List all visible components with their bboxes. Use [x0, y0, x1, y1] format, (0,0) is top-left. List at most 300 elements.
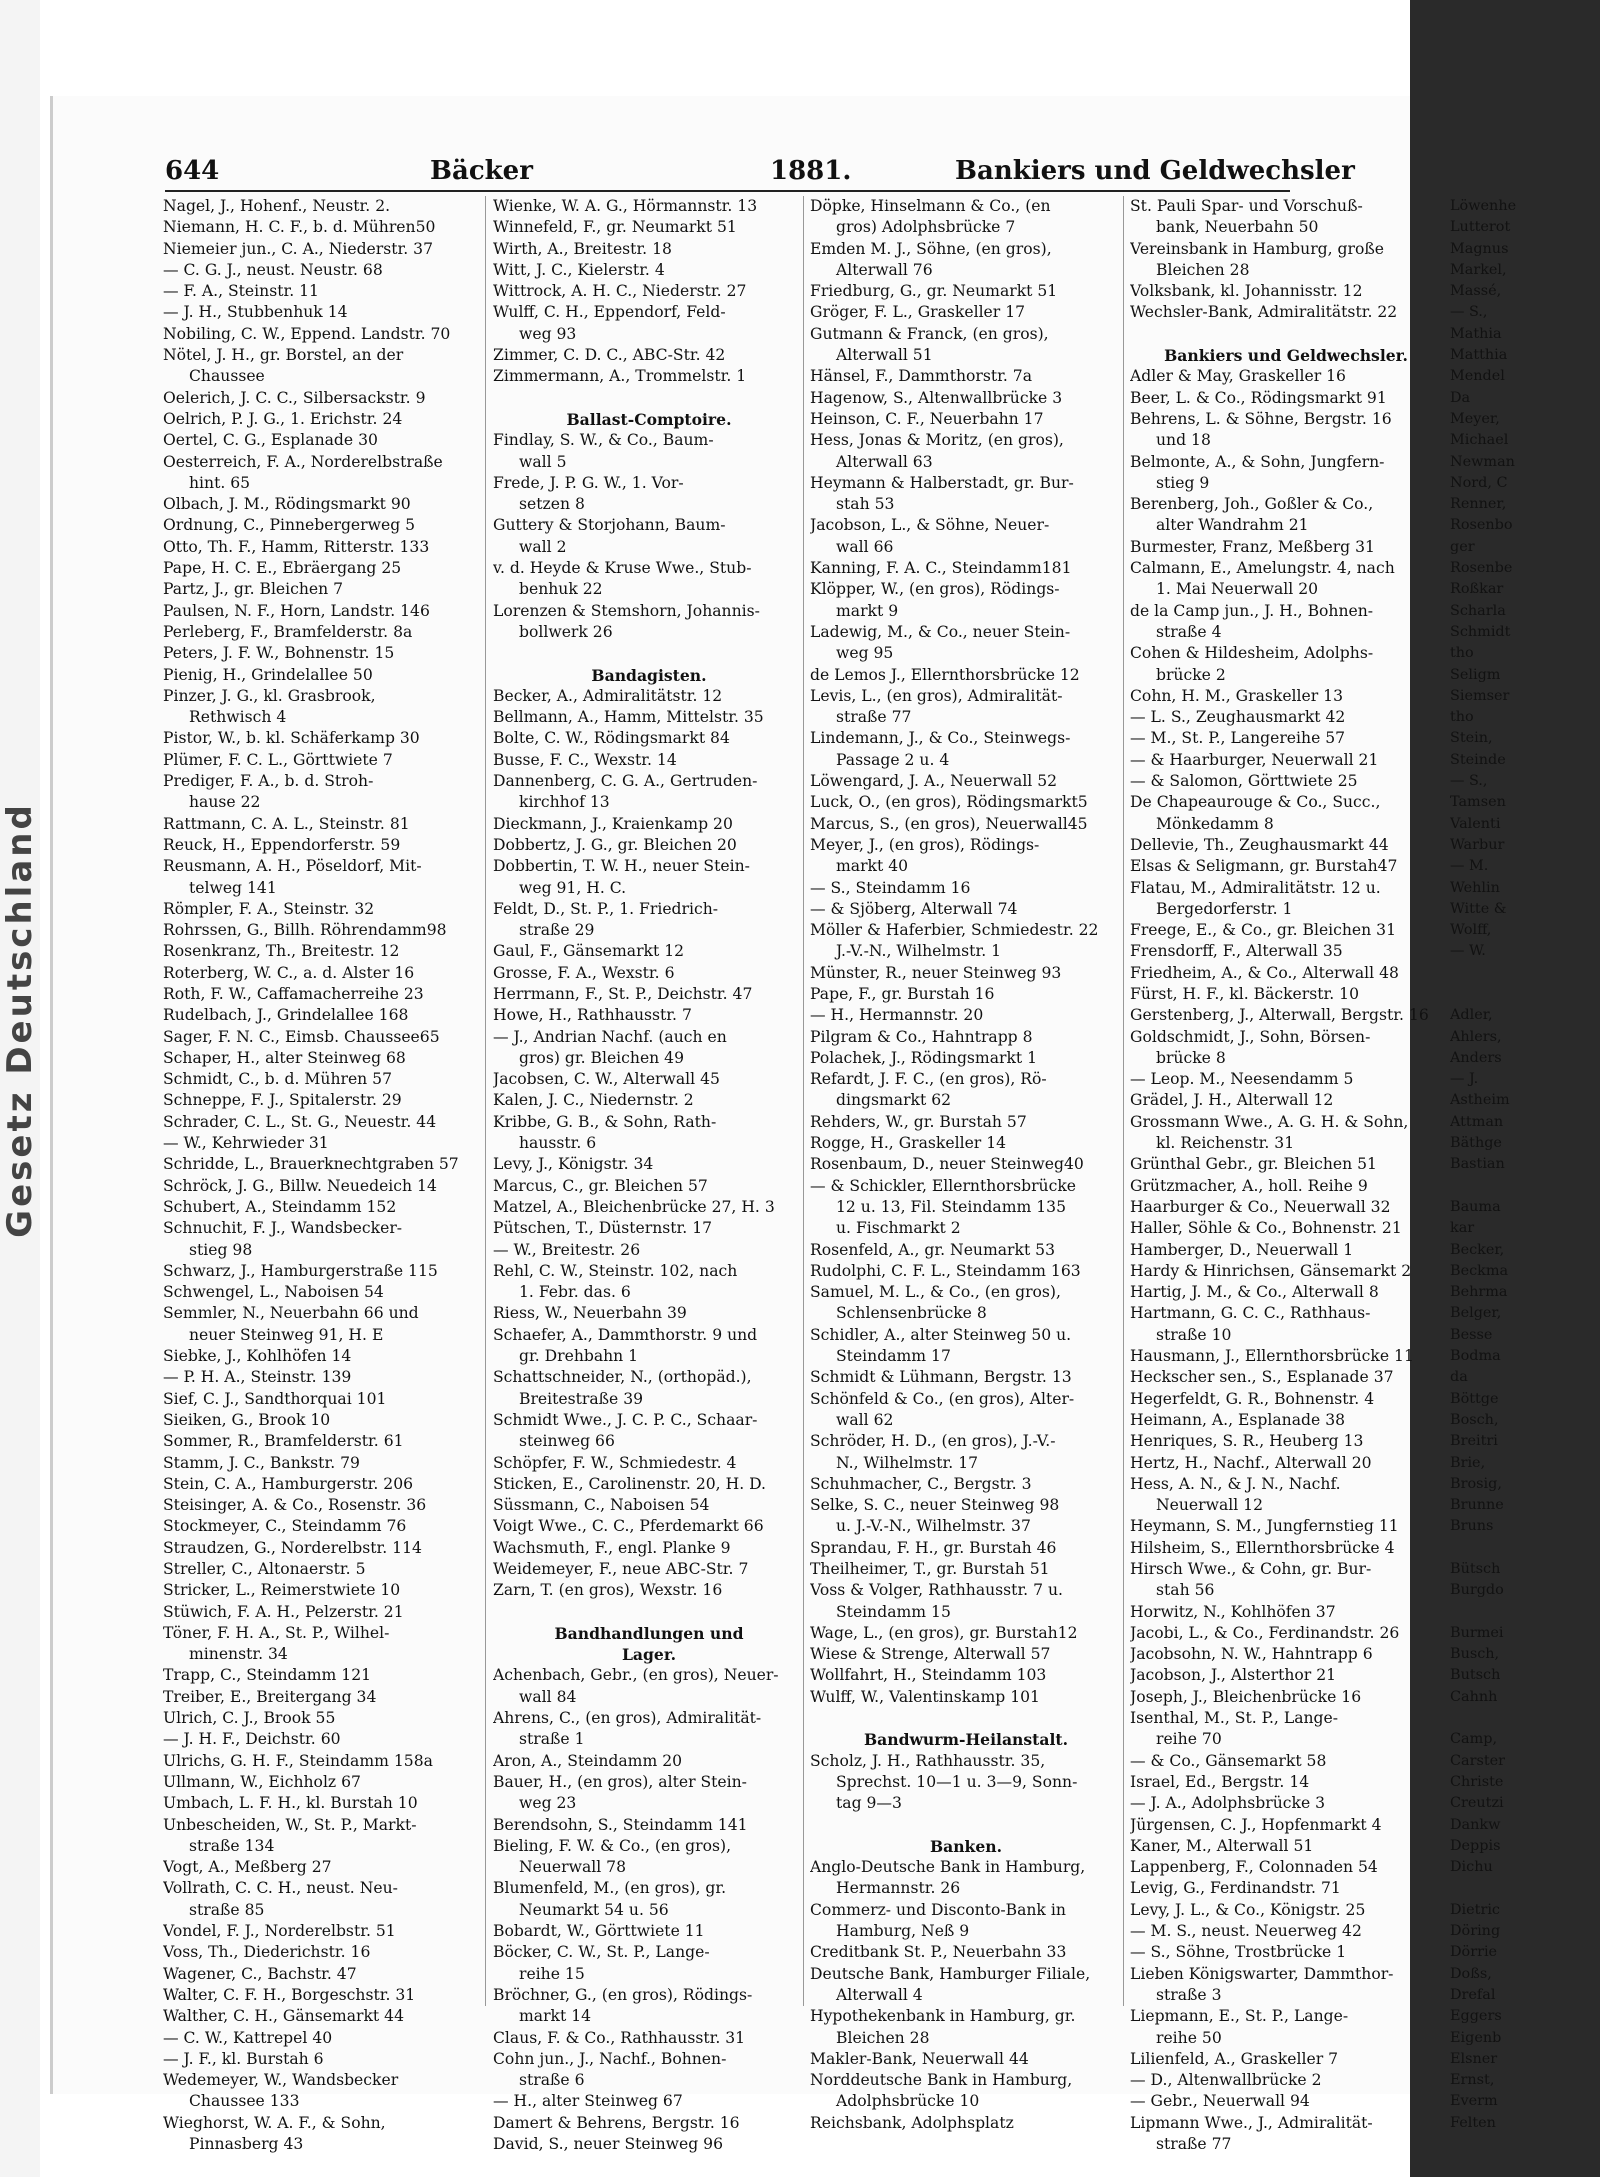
directory-entry-line: Gutmann & Franck, (en gros), [810, 324, 1049, 343]
directory-entry-line: Cohen & Hildesheim, Adolphs- [1130, 644, 1374, 663]
page-header [145, 156, 1355, 188]
directory-entry-line: De Chapeaurouge & Co., Succ., [1130, 793, 1381, 812]
directory-entry-line: Sprandau, F. H., gr. Burstah 46 [810, 1538, 1057, 1557]
directory-entry-line: Besse [1450, 1326, 1493, 1343]
directory-entry-line: Heymann, S. M., Jungfernstieg 11 [1130, 1517, 1399, 1536]
directory-entry-line: Breitri [1450, 1433, 1498, 1450]
directory-entry-line: Winnefeld, F., gr. Neumarkt 51 [493, 218, 737, 237]
directory-entry-line: Levy, J., Königstr. 34 [493, 1155, 654, 1174]
directory-entry-line: Kalen, J. C., Niedernstr. 2 [493, 1091, 694, 1110]
directory-entry-line: Meyer, J., (en gros), Rödings- [810, 835, 1040, 854]
directory-entry-line: Drefal [1450, 1986, 1496, 2003]
directory-entry-line: — Leop. M., Neesendamm 5 [1130, 1070, 1354, 1089]
directory-entry-line: Schmidt & Lühmann, Bergstr. 13 [810, 1368, 1072, 1387]
directory-entry-line: Grossmann Wwe., A. G. H. & Sohn, [1130, 1112, 1409, 1131]
directory-entry-line: Eigenb [1450, 2029, 1502, 2046]
directory-entry-line: Busse, F. C., Wexstr. 14 [493, 750, 677, 769]
directory-entry-line: Ladewig, M., & Co., neuer Stein- [810, 622, 1071, 641]
directory-entry-line: straße 85 [189, 1900, 265, 1919]
directory-entry-line: — D., Altenwallbrücke 2 [1130, 2071, 1322, 2090]
directory-entry-line: J.-V.-N., Wilhelmstr. 1 [836, 942, 1002, 961]
section-heading: Lager. [621, 1645, 677, 1665]
directory-entry-line: Jürgensen, C. J., Hopfenmarkt 4 [1130, 1815, 1382, 1834]
directory-entry-line: Münster, R., neuer Steinweg 93 [810, 963, 1062, 982]
directory-entry-line: Reichsbank, Adolphsplatz [810, 2113, 1014, 2132]
left-running-title: Bäcker [430, 156, 533, 186]
directory-entry-line: Pistor, W., b. kl. Schäferkamp 30 [163, 729, 420, 748]
directory-entry-line: straße 77 [836, 708, 912, 727]
directory-entry-line: — J. A., Adolphsbrücke 3 [1130, 1794, 1326, 1813]
directory-entry-line: Luck, O., (en gros), Rödingsmarkt5 [810, 793, 1088, 812]
directory-entry-line: Jacobi, L., & Co., Ferdinandstr. 26 [1130, 1623, 1400, 1642]
directory-entry-line: Beckma [1450, 1262, 1509, 1279]
directory-entry-line: Scholz, J. H., Rathhausstr. 35, [810, 1751, 1046, 1770]
directory-entry-line: Bauma [1450, 1198, 1501, 1215]
directory-entry-line: Schrader, C. L., St. G., Neuestr. 44 [163, 1112, 437, 1131]
directory-entry-line: Steindamm 15 [836, 1602, 951, 1621]
directory-entry-line: Lappenberg, F., Colonnaden 54 [1130, 1858, 1378, 1877]
directory-entry-line: Brunne [1450, 1497, 1504, 1514]
directory-entry-line: weg 95 [836, 644, 894, 663]
directory-entry-line: dingsmarkt 62 [836, 1091, 952, 1110]
directory-entry-line: Hegerfeldt, G. R., Bohnenstr. 4 [1130, 1389, 1375, 1408]
directory-entry-line: Doßs, [1450, 1965, 1492, 1982]
directory-entry-line: — J. F., kl. Burstah 6 [163, 2049, 324, 2068]
directory-entry-line: — W. [1450, 943, 1486, 960]
directory-entry-line: Zarn, T. (en gros), Wexstr. 16 [493, 1581, 723, 1600]
directory-entry-line: Frensdorff, F., Alterwall 35 [1130, 942, 1343, 961]
directory-entry-line: Pinnasberg 43 [189, 2135, 304, 2154]
spine-title: Gesetz Deutschland [0, 802, 40, 1238]
directory-entry-line: straße 1 [519, 1730, 585, 1749]
directory-entry-line: Liepmann, E., St. P., Lange- [1130, 2007, 1349, 2026]
directory-entry-line: Burgdo [1450, 1582, 1504, 1599]
directory-entry-line: — L. S., Zeughausmarkt 42 [1130, 708, 1346, 727]
directory-entry-line: Rehders, W., gr. Burstah 57 [810, 1112, 1027, 1131]
directory-entry-line: Alterwall 76 [836, 260, 933, 279]
directory-entry-line: Siebke, J., Kohlhöfen 14 [163, 1347, 352, 1366]
directory-entry-line: Oelerich, J. C. C., Silbersackstr. 9 [163, 388, 426, 407]
page-number: 644 [165, 156, 220, 186]
directory-column-1 [163, 196, 475, 2155]
directory-entry-line: Damert & Behrens, Bergstr. 16 [493, 2113, 740, 2132]
directory-entry-line: Vondel, F. J., Norderelbstr. 51 [163, 1922, 396, 1941]
directory-entry-line: tho [1450, 645, 1474, 662]
directory-entry-line: Stein, [1450, 730, 1493, 747]
directory-entry-line: Jacobsen, C. W., Alterwall 45 [493, 1070, 720, 1089]
section-heading: Bandhandlungen und [554, 1623, 744, 1643]
directory-entry-line: Wedemeyer, W., Wandsbecker [163, 2071, 399, 2090]
directory-entry-line: — W., Kehrwieder 31 [163, 1134, 329, 1153]
directory-entry-line: wall 84 [519, 1687, 577, 1706]
directory-entry-line: Creditbank St. P., Neuerbahn 33 [810, 1943, 1067, 1962]
directory-entry-line: Christe [1450, 1773, 1504, 1790]
directory-entry-line: Schröck, J. G., Billw. Neuedeich 14 [163, 1176, 437, 1195]
directory-entry-line: Hess, A. N., & J. N., Nachf. [1130, 1474, 1341, 1493]
directory-entry-line: Zimmermann, A., Trommelstr. 1 [493, 367, 747, 386]
directory-entry-line: Schaper, H., alter Steinweg 68 [163, 1048, 406, 1067]
directory-entry-line: Semmler, N., Neuerbahn 66 und [163, 1304, 419, 1323]
directory-entry-line: Otto, Th. F., Hamm, Ritterstr. 133 [163, 537, 430, 556]
directory-entry-line: Newman [1450, 453, 1515, 470]
directory-entry-line: Wachsmuth, F., engl. Planke 9 [493, 1538, 731, 1557]
directory-entry-line: Massé, [1450, 283, 1502, 300]
directory-entry-line: — S., [1450, 773, 1488, 790]
directory-entry-line: Beer, L. & Co., Rödingsmarkt 91 [1130, 388, 1387, 407]
column-divider [485, 196, 486, 2006]
directory-entry-line: gros) gr. Bleichen 49 [519, 1048, 685, 1067]
directory-entry-line: — F. A., Steinstr. 11 [163, 282, 319, 301]
directory-entry-line: Grützmacher, A., holl. Reihe 9 [1130, 1176, 1368, 1195]
directory-entry-line: Lorenzen & Stemshorn, Johannis- [493, 601, 760, 620]
directory-entry-line: Schaefer, A., Dammthorstr. 9 und [493, 1325, 758, 1344]
directory-entry-line: Umbach, L. F. H., kl. Burstah 10 [163, 1794, 418, 1813]
directory-entry-line: Dobbertin, T. W. H., neuer Stein- [493, 857, 750, 876]
directory-entry-line: Norddeutsche Bank in Hamburg, [810, 2071, 1073, 2090]
directory-entry-line: Nötel, J. H., gr. Borstel, an der [163, 346, 404, 365]
directory-entry-line: Böttge [1450, 1390, 1499, 1407]
directory-entry-line: Schlensenbrücke 8 [836, 1304, 987, 1323]
directory-entry-line: Bellmann, A., Hamm, Mittelstr. 35 [493, 708, 764, 727]
directory-entry-line: Achenbach, Gebr., (en gros), Neuer- [493, 1666, 779, 1685]
directory-entry-line: Butsch [1450, 1667, 1501, 1684]
directory-entry-line: — P. H. A., Steinstr. 139 [163, 1368, 352, 1387]
directory-entry-line: Siemser [1450, 687, 1510, 704]
directory-entry-line [1450, 1708, 1600, 1729]
directory-entry-line: Hardy & Hinrichsen, Gänsemarkt 2 [1130, 1261, 1412, 1280]
directory-entry-line: Meyer, [1450, 410, 1500, 427]
directory-entry-line: — M., St. P., Langereihe 57 [1130, 729, 1346, 748]
directory-entry-line: straße 134 [189, 1836, 275, 1855]
directory-entry-line: Heinson, C. F., Neuerbahn 17 [810, 409, 1044, 428]
directory-entry-line: und 18 [1156, 431, 1211, 450]
directory-entry-line: Bröchner, G., (en gros), Rödings- [493, 1985, 753, 2004]
directory-entry-line: Joseph, J., Bleichenbrücke 16 [1130, 1687, 1362, 1706]
directory-entry-line: Wehlin [1450, 879, 1500, 896]
directory-entry-line: Wiese & Strenge, Alterwall 57 [810, 1645, 1051, 1664]
directory-entry-line: hint. 65 [189, 473, 251, 492]
directory-entry-line: weg 91, H. C. [519, 878, 627, 897]
directory-entry-line: Nagel, J., Hohenf., Neustr. 2. [163, 197, 391, 215]
directory-entry-line: Töner, F. H. A., St. P., Wilhel- [163, 1623, 390, 1642]
directory-entry-line: Alterwall 51 [836, 346, 933, 365]
directory-entry-line: Elsner [1450, 2050, 1498, 2067]
directory-entry-line: Walter, C. F. H., Borgeschstr. 31 [163, 1985, 416, 2004]
section-heading: Banken. [929, 1836, 1003, 1856]
directory-entry-line: Rattmann, C. A. L., Steinstr. 81 [163, 814, 410, 833]
directory-entry-line: Witt, J. C., Kielerstr. 4 [493, 260, 665, 279]
directory-entry-line: kar [1450, 1220, 1475, 1237]
directory-entry-line: Alterwall 4 [836, 1985, 923, 2004]
directory-entry-line: Walther, C. H., Gänsemarkt 44 [163, 2007, 404, 2026]
directory-entry-line: Lieben Königswarter, Dammthor- [1130, 1964, 1394, 1983]
directory-entry-line: Belmonte, A., & Sohn, Jungfern- [1130, 452, 1385, 471]
directory-entry-line: Rosenbo [1450, 517, 1513, 534]
directory-entry-line: Niemeier jun., C. A., Niederstr. 37 [163, 239, 434, 258]
directory-entry-line: stah 53 [836, 495, 895, 514]
directory-entry-line: Heckscher sen., S., Esplanade 37 [1130, 1368, 1394, 1387]
directory-entry-line: markt 40 [836, 857, 909, 876]
directory-entry-line: steinweg 66 [519, 1432, 615, 1451]
directory-entry-line: Oesterreich, F. A., Norderelbstraße [163, 452, 443, 471]
directory-entry-line: Heymann & Halberstadt, gr. Bur- [810, 473, 1074, 492]
directory-entry-line: Grädel, J. H., Alterwall 12 [1130, 1091, 1334, 1110]
directory-entry-line: Polachek, J., Rödingsmarkt 1 [810, 1048, 1038, 1067]
directory-entry-line: hausstr. 6 [519, 1134, 597, 1153]
directory-entry-line: straße 77 [1156, 2135, 1232, 2154]
directory-entry-line: Deutsche Bank, Hamburger Filiale, [810, 1964, 1091, 1983]
directory-entry-line: setzen 8 [519, 495, 585, 514]
directory-entry-line: reihe 15 [519, 1964, 585, 1983]
directory-entry-line: Neuerwall 78 [519, 1858, 627, 1877]
directory-entry-line: Bobardt, W., Görttwiete 11 [493, 1922, 705, 1941]
directory-entry-line: Michael [1450, 432, 1509, 449]
year-heading: 1881. [770, 156, 852, 186]
directory-entry-line: Rehl, C. W., Steinstr. 102, nach [493, 1261, 738, 1280]
directory-entry-line: Stamm, J. C., Bankstr. 79 [163, 1453, 360, 1472]
directory-entry-line: Deppis [1450, 1837, 1501, 1854]
directory-entry-line: Streller, C., Altonaerstr. 5 [163, 1560, 366, 1578]
directory-entry-line: Grosse, F. A., Wexstr. 6 [493, 963, 675, 982]
directory-entry-line: stieg 9 [1156, 473, 1210, 492]
directory-entry-line: Hänsel, F., Dammthorstr. 7a [810, 367, 1032, 386]
directory-entry-line: Mönkedamm 8 [1156, 814, 1274, 833]
section-heading: Bandagisten. [591, 665, 707, 685]
directory-entry-line: Dieckmann, J., Kraienkamp 20 [493, 814, 733, 833]
directory-entry-line: David, S., neuer Steinweg 96 [493, 2135, 724, 2154]
directory-entry-line: Horwitz, N., Kohlhöfen 37 [1130, 1602, 1336, 1621]
directory-entry-line: Refardt, J. F. C., (en gros), Rö- [810, 1070, 1047, 1089]
directory-entry-line: Niemann, H. C. F., b. d. Mühren50 [163, 218, 436, 237]
directory-entry-line: Wieghorst, W. A. F., & Sohn, [163, 2113, 386, 2132]
directory-entry-line: Rethwisch 4 [189, 708, 287, 727]
directory-entry-line: Trapp, C., Steindamm 121 [163, 1666, 372, 1685]
directory-entry-line: Makler-Bank, Neuerwall 44 [810, 2049, 1029, 2068]
directory-entry-line: Möller & Haferbier, Schmiedestr. 22 [810, 921, 1099, 940]
directory-entry-line: Wittrock, A. H. C., Niederstr. 27 [493, 282, 747, 301]
directory-entry-line: — S., [1450, 304, 1488, 321]
directory-entry-line: Blumenfeld, M., (en gros), gr. [493, 1879, 727, 1898]
directory-entry-line: Böcker, C. W., St. P., Lange- [493, 1943, 710, 1962]
directory-entry-line: Adler & May, Graskeller 16 [1130, 367, 1346, 386]
directory-entry-line: Schneppe, F. J., Spitalerstr. 29 [163, 1091, 402, 1110]
directory-entry-line: Bleichen 28 [836, 2028, 930, 2047]
directory-entry-line: Busch, [1450, 1646, 1500, 1663]
directory-entry-line: Passage 2 u. 4 [836, 750, 950, 769]
directory-entry-line: — S., Söhne, Trostbrücke 1 [1130, 1943, 1347, 1962]
directory-entry-line: Elsas & Seligmann, gr. Burstah47 [1130, 857, 1398, 876]
directory-entry-line: Ordnung, C., Pinnebergerweg 5 [163, 516, 416, 535]
directory-entry-line: Hamberger, D., Neuerwall 1 [1130, 1240, 1354, 1259]
directory-entry-line: — & Co., Gänsemarkt 58 [1130, 1751, 1327, 1770]
directory-entry-line: Bruns [1450, 1518, 1494, 1535]
directory-entry-line: reihe 70 [1156, 1730, 1222, 1749]
directory-entry-line: Dörrie [1450, 1944, 1498, 1961]
directory-entry-line: Neuerwall 12 [1156, 1496, 1264, 1515]
directory-entry-line: Scharla [1450, 602, 1506, 619]
directory-entry-line: Ahrens, C., (en gros), Admiralität- [493, 1709, 762, 1728]
directory-entry-line: Matthia [1450, 347, 1508, 364]
directory-entry-line: Voss, Th., Diederichstr. 16 [163, 1943, 371, 1962]
directory-entry-line: Cohn, H. M., Graskeller 13 [1130, 686, 1344, 705]
directory-entry-line: Bodma [1450, 1348, 1501, 1365]
directory-entry-line: Bastian [1450, 1156, 1505, 1173]
directory-entry-line: wall 5 [519, 452, 567, 471]
directory-entry-line: Selke, S. C., neuer Steinweg 98 [810, 1496, 1060, 1515]
directory-entry-line: Attman [1450, 1113, 1504, 1130]
directory-entry-line: Henriques, S. R., Heuberg 13 [1130, 1432, 1364, 1451]
directory-entry-line: Schöpfer, F. W., Schmiedestr. 4 [493, 1453, 737, 1472]
directory-entry-line: Schmidt Wwe., J. C. P. C., Schaar- [493, 1410, 758, 1429]
directory-entry-line: Ahlers, [1450, 1028, 1502, 1045]
directory-entry-line: 1. Febr. das. 6 [519, 1283, 631, 1302]
directory-entry-line: Hausmann, J., Ellernthorsbrücke 11 [1130, 1347, 1414, 1366]
directory-entry-line: Becker, [1450, 1241, 1505, 1258]
directory-entry-line: 1. Mai Neuerwall 20 [1156, 580, 1319, 599]
directory-entry-line: Anders [1450, 1049, 1502, 1066]
directory-entry-line: Levy, J. L., & Co., Königstr. 25 [1130, 1900, 1366, 1919]
directory-entry-line: straße 3 [1156, 1985, 1222, 2004]
directory-entry-line: gros) Adolphsbrücke 7 [836, 218, 1016, 237]
directory-entry-line: Levig, G., Ferdinandstr. 71 [1130, 1879, 1341, 1898]
directory-entry-line: alter Wandrahm 21 [1156, 516, 1309, 535]
directory-entry-line: Felten [1450, 2114, 1496, 2131]
directory-entry-line: kl. Reichenstr. 31 [1156, 1134, 1295, 1153]
directory-entry-line: brücke 8 [1156, 1048, 1226, 1067]
directory-entry-line: Wechsler-Bank, Admiralitätstr. 22 [1130, 303, 1398, 322]
directory-entry-line: Hertz, H., Nachf., Alterwall 20 [1130, 1453, 1372, 1472]
directory-entry-line: Neumarkt 54 u. 56 [519, 1900, 669, 1919]
page-spine [0, 0, 40, 2177]
directory-entry-line: Roterberg, W. C., a. d. Alster 16 [163, 963, 415, 982]
directory-entry-line [1450, 1176, 1600, 1197]
directory-entry-line: Voigt Wwe., C. C., Pferdemarkt 66 [493, 1517, 764, 1536]
directory-entry-line: hause 22 [189, 793, 261, 812]
directory-entry-line: Goldschmidt, J., Sohn, Börsen- [1130, 1027, 1371, 1046]
directory-entry-line: Adler, [1450, 1007, 1493, 1024]
directory-entry-line [493, 1602, 805, 1623]
directory-entry-line: Reusmann, A. H., Pöseldorf, Mit- [163, 857, 422, 876]
directory-entry-line: Schwarz, J., Hamburgerstraße 115 [163, 1261, 438, 1280]
directory-entry-line: Warbur [1450, 836, 1505, 853]
directory-entry-line: v. d. Heyde & Kruse Wwe., Stub- [493, 559, 752, 578]
directory-entry-line: Matzel, A., Bleichenbrücke 27, H. 3 [493, 1197, 775, 1216]
directory-entry-line: weg 23 [519, 1794, 577, 1813]
directory-entry-line: — & Schickler, Ellernthorsbrücke [810, 1176, 1077, 1195]
directory-entry-line: ger [1450, 538, 1475, 555]
directory-entry-line: Löwenhe [1450, 198, 1517, 214]
directory-entry-line: Partz, J., gr. Bleichen 7 [163, 580, 344, 599]
directory-entry-line: Magnus [1450, 240, 1509, 257]
directory-entry-line: Nobiling, C. W., Eppend. Landstr. 70 [163, 324, 451, 343]
directory-entry-line: Fürst, H. F., kl. Bäckerstr. 10 [1130, 984, 1360, 1003]
directory-entry-line: Stüwich, F. A. H., Pelzerstr. 21 [163, 1602, 404, 1621]
directory-entry-line: Grünthal Gebr., gr. Bleichen 51 [1130, 1155, 1377, 1174]
header-rule [165, 190, 1290, 192]
directory-entry-line: wall 66 [836, 537, 894, 556]
directory-entry-line: Wulff, C. H., Eppendorf, Feld- [493, 303, 726, 322]
directory-entry-line: Seligm [1450, 666, 1501, 683]
directory-entry-line: Kribbe, G. B., & Sohn, Rath- [493, 1112, 717, 1131]
directory-entry-line: Breitestraße 39 [519, 1389, 644, 1408]
directory-entry-line: Peters, J. F. W., Bohnenstr. 15 [163, 644, 395, 663]
directory-entry-line: Oertel, C. G., Esplanade 30 [163, 431, 378, 450]
directory-entry-line: Rudelbach, J., Grindelallee 168 [163, 1006, 409, 1025]
directory-entry-line: neuer Steinweg 91, H. E [189, 1325, 384, 1344]
directory-entry-line: Calmann, E., Amelungstr. 4, nach [1130, 559, 1395, 578]
directory-entry-line: — H., Hermannstr. 20 [810, 1006, 984, 1025]
directory-entry-line: Haarburger & Co., Neuerwall 32 [1130, 1197, 1391, 1216]
directory-entry-line: Dannenberg, C. G. A., Gertruden- [493, 772, 758, 791]
column-divider [1123, 196, 1124, 2006]
directory-entry-line: Lutterot [1450, 219, 1511, 236]
directory-entry-line: Zimmer, C. D. C., ABC-Str. 42 [493, 346, 726, 365]
directory-entry-line: Steisinger, A. & Co., Rosenstr. 36 [163, 1496, 427, 1515]
directory-entry-line: Wage, L., (en gros), gr. Burstah12 [810, 1623, 1078, 1642]
directory-entry-line: Sticken, E., Carolinenstr. 20, H. D. [493, 1474, 767, 1493]
directory-entry-line: Bosch, [1450, 1411, 1499, 1428]
directory-entry-line: — H., alter Steinweg 67 [493, 2092, 683, 2111]
directory-entry-line: Rohrssen, G., Billh. Röhrendamm98 [163, 921, 447, 940]
directory-entry-line: Ullmann, W., Eichholz 67 [163, 1772, 361, 1791]
directory-entry-line: Unbescheiden, W., St. P., Markt- [163, 1815, 417, 1834]
directory-entry-line: Pape, F., gr. Burstah 16 [810, 984, 995, 1003]
directory-entry-line: Pape, H. C. E., Ebräergang 25 [163, 559, 402, 578]
directory-entry-line: Creutzi [1450, 1795, 1504, 1812]
directory-entry-line: N., Wilhelmstr. 17 [836, 1453, 979, 1472]
directory-entry-line [810, 1708, 1122, 1729]
directory-entry-line: Herrmann, F., St. P., Deichstr. 47 [493, 984, 753, 1003]
directory-entry-line: Schubert, A., Steindamm 152 [163, 1197, 397, 1216]
directory-entry-line: Rudolphi, C. F. L., Steindamm 163 [810, 1261, 1081, 1280]
directory-entry-line: reihe 50 [1156, 2028, 1222, 2047]
directory-entry-line: — C. G. J., neust. Neustr. 68 [163, 260, 383, 279]
directory-entry-line: Olbach, J. M., Rödingsmarkt 90 [163, 495, 411, 514]
directory-entry-line: Jacobsohn, N. W., Hahntrapp 6 [1130, 1645, 1373, 1664]
directory-entry-line: bank, Neuerbahn 50 [1156, 218, 1319, 237]
directory-entry-line: Vereinsbank in Hamburg, große [1130, 239, 1385, 258]
directory-entry-line: Frede, J. P. G. W., 1. Vor- [493, 473, 684, 492]
directory-entry-line: — & Haarburger, Neuerwall 21 [1130, 750, 1379, 769]
directory-entry-line: — S., Steindamm 16 [810, 878, 971, 897]
directory-entry-line: Marcus, C., gr. Bleichen 57 [493, 1176, 708, 1195]
directory-entry-line: Perleberg, F., Bramfelderstr. 8a [163, 622, 413, 641]
directory-entry-line: Wollfahrt, H., Steindamm 103 [810, 1666, 1047, 1685]
directory-entry-line: Süssmann, C., Naboisen 54 [493, 1496, 710, 1515]
directory-entry-line: Kanning, F. A. C., Steindamm181 [810, 559, 1072, 578]
directory-entry-line: tho [1450, 709, 1474, 726]
directory-entry-line: Isenthal, M., St. P., Lange- [1130, 1709, 1339, 1728]
directory-entry-line: Döpke, Hinselmann & Co., (en [810, 197, 1051, 215]
directory-entry-line: Dankw [1450, 1816, 1501, 1833]
directory-entry-line: Bäthge [1450, 1135, 1502, 1152]
directory-entry-line: gr. Drehbahn 1 [519, 1347, 639, 1366]
directory-entry-line: — J. H. F., Deichstr. 60 [163, 1730, 341, 1749]
directory-entry-line: Sommer, R., Bramfelderstr. 61 [163, 1432, 404, 1451]
directory-entry-line: straße 29 [519, 921, 595, 940]
directory-entry-line: Stein, C. A., Hamburgerstr. 206 [163, 1474, 414, 1493]
directory-entry-line: Voss & Volger, Rathhausstr. 7 u. [810, 1581, 1063, 1600]
directory-entry-line: Jacobson, J., Alsterthor 21 [1130, 1666, 1337, 1685]
directory-entry-line: Rosenfeld, A., gr. Neumarkt 53 [810, 1240, 1056, 1259]
directory-entry-line: 12 u. 13, Fil. Steindamm 135 [836, 1197, 1067, 1216]
section-heading: Bandwurm-Heilanstalt. [863, 1730, 1069, 1750]
directory-entry-line: Hirsch Wwe., & Cohn, gr. Bur- [1130, 1560, 1372, 1578]
directory-entry-line: — M. S., neust. Neuerweg 42 [1130, 1922, 1362, 1941]
directory-entry-line: Israel, Ed., Bergstr. 14 [1130, 1772, 1310, 1791]
directory-entry-line: de Lemos J., Ellernthorsbrücke 12 [810, 665, 1080, 684]
directory-entry-line: Bleichen 28 [1156, 260, 1250, 279]
